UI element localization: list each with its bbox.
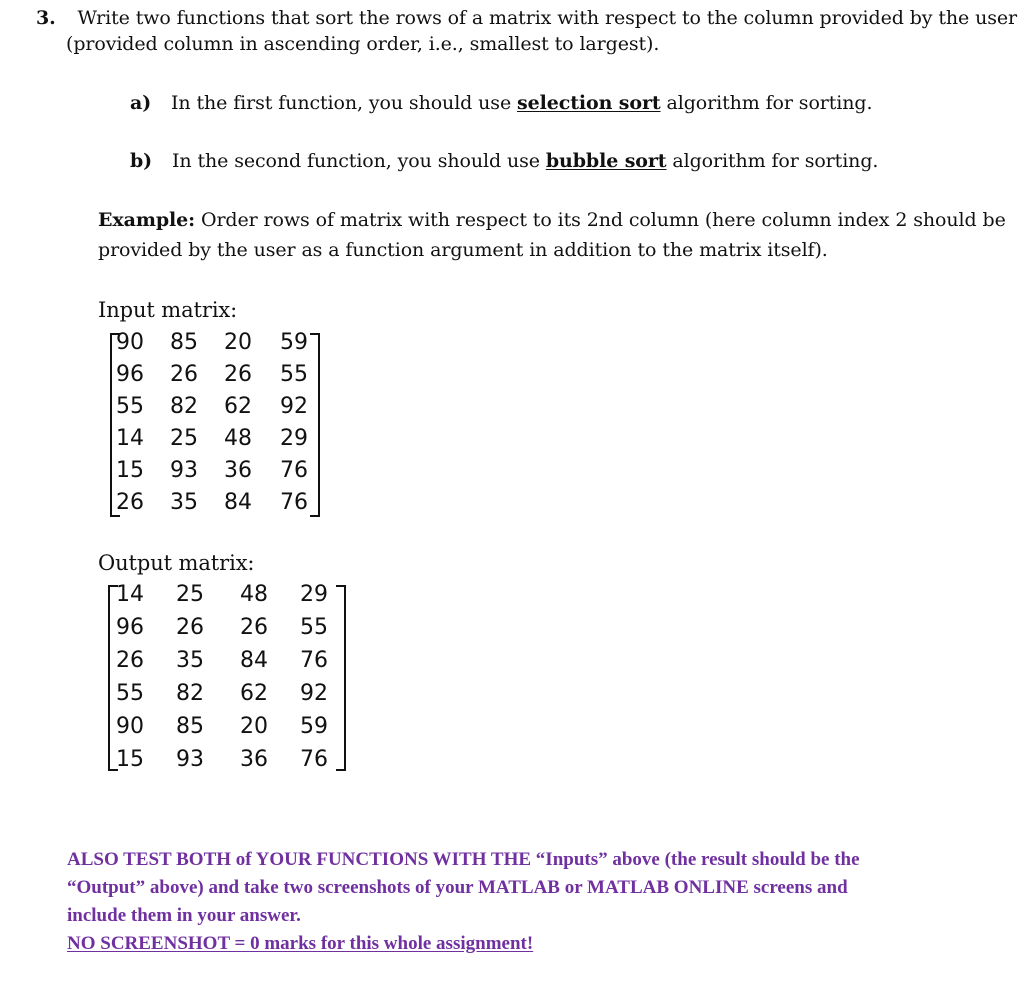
- question-line-2: (provided column in ascending order, i.e., smallest to largest).: [66, 33, 660, 55]
- matrix-cell: 15: [116, 747, 144, 772]
- output-matrix-label: Output matrix:: [98, 551, 255, 575]
- matrix-cell: 82: [176, 681, 204, 706]
- matrix-cell: 55: [116, 394, 144, 419]
- part-b-text-pre: In the second function, you should use: [171, 150, 546, 172]
- matrix-cell: 85: [170, 330, 198, 355]
- right-bracket: [310, 333, 320, 517]
- matrix-cell: 36: [240, 747, 268, 772]
- part-a-emphasis: selection sort: [517, 92, 661, 114]
- matrix-cell: 82: [170, 394, 198, 419]
- matrix-cell: 20: [224, 330, 252, 355]
- matrix-cell: 84: [224, 490, 252, 515]
- example-line-1: [98, 207, 1006, 233]
- matrix-cell: 26: [116, 490, 144, 515]
- matrix-cell: 93: [170, 458, 198, 483]
- matrix-cell: 36: [224, 458, 252, 483]
- matrix-cell: 92: [280, 394, 308, 419]
- matrix-cell: 93: [176, 747, 204, 772]
- example-label: Example:: [98, 209, 196, 231]
- matrix-cell: 35: [176, 648, 204, 673]
- matrix-cell: 26: [170, 362, 198, 387]
- matrix-cell: 20: [240, 714, 268, 739]
- example-text-1: Order rows of matrix with respect to its 2nd column (here column index 2 should be: [195, 209, 1006, 231]
- note-line-1: ALSO TEST BOTH of YOUR FUNCTIONS WITH THE “Inputs” above (the result should be the: [67, 849, 860, 870]
- matrix-cell: 14: [116, 426, 144, 451]
- matrix-cell: 96: [116, 362, 144, 387]
- matrix-cell: 48: [240, 582, 268, 607]
- matrix-cell: 55: [280, 362, 308, 387]
- input-matrix: [110, 327, 320, 519]
- screenshot-warning: NO SCREENSHOT = 0 marks for this whole assignment!: [67, 933, 534, 954]
- matrix-cell: 96: [116, 615, 144, 640]
- note-line-2: “Output” above) and take two screenshots of your MATLAB or MATLAB ONLINE screens and: [67, 877, 848, 898]
- part-b: [130, 148, 878, 174]
- matrix-cell: 76: [280, 458, 308, 483]
- matrix-cell: 26: [176, 615, 204, 640]
- note-line-3: include them in your answer.: [67, 905, 301, 926]
- matrix-cell: 15: [116, 458, 144, 483]
- matrix-cell: 35: [170, 490, 198, 515]
- matrix-cell: 55: [300, 615, 328, 640]
- matrix-cell: 48: [224, 426, 252, 451]
- input-matrix-label: Input matrix:: [98, 298, 238, 322]
- matrix-cell: 90: [116, 714, 144, 739]
- question-number: 3.: [36, 7, 56, 29]
- output-matrix: [108, 579, 346, 775]
- question-text-1: Write two functions that sort the rows of a matrix with respect to the column provided by the user: [77, 7, 1018, 29]
- part-b-label: b): [130, 150, 153, 172]
- matrix-cell: 76: [300, 747, 328, 772]
- matrix-cell: 25: [176, 582, 204, 607]
- matrix-cell: 76: [280, 490, 308, 515]
- matrix-cell: 55: [116, 681, 144, 706]
- matrix-cell: 59: [300, 714, 328, 739]
- matrix-cell: 14: [116, 582, 144, 607]
- part-a-label: a): [130, 92, 152, 114]
- part-a-text-post: algorithm for sorting.: [660, 92, 873, 114]
- matrix-cell: 90: [116, 330, 144, 355]
- part-b-text-post: algorithm for sorting.: [666, 150, 879, 172]
- part-b-emphasis: bubble sort: [545, 150, 667, 172]
- question-line-1: [36, 5, 1017, 31]
- matrix-cell: 59: [280, 330, 308, 355]
- test-instructions: [67, 846, 860, 958]
- matrix-cell: 62: [224, 394, 252, 419]
- matrix-cell: 85: [176, 714, 204, 739]
- matrix-cell: 84: [240, 648, 268, 673]
- matrix-cell: 62: [240, 681, 268, 706]
- example-line-2: provided by the user as a function argument in addition to the matrix itself).: [98, 239, 828, 261]
- right-bracket: [336, 585, 346, 771]
- matrix-cell: 29: [280, 426, 308, 451]
- matrix-cell: 25: [170, 426, 198, 451]
- matrix-cell: 26: [240, 615, 268, 640]
- matrix-cell: 26: [116, 648, 144, 673]
- matrix-cell: 26: [224, 362, 252, 387]
- matrix-cell: 92: [300, 681, 328, 706]
- part-a: [130, 90, 872, 116]
- matrix-cell: 29: [300, 582, 328, 607]
- matrix-cell: 76: [300, 648, 328, 673]
- part-a-text-pre: In the first function, you should use: [171, 92, 518, 114]
